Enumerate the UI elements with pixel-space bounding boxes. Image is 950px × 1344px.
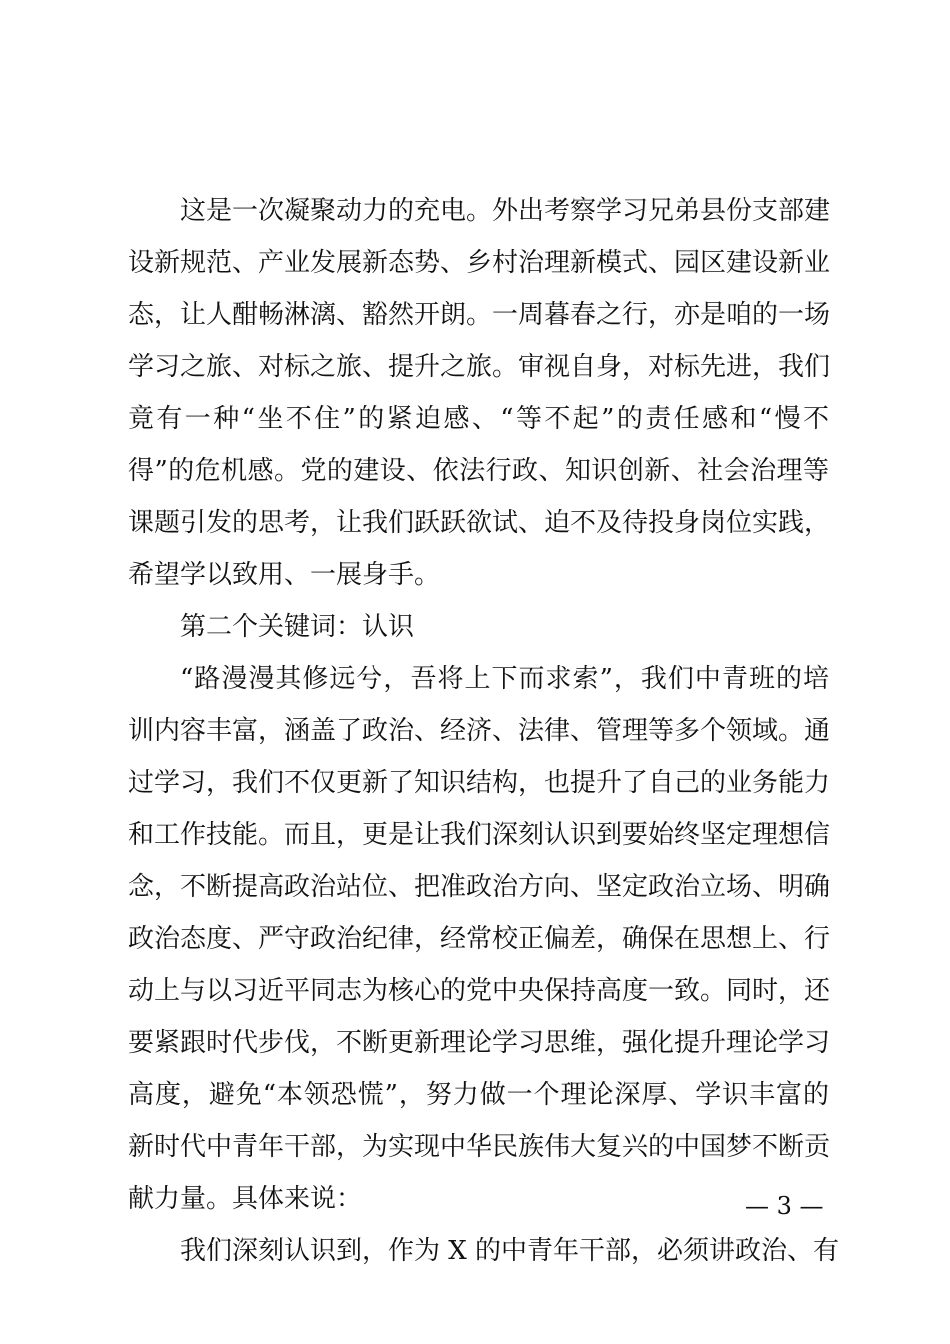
paragraph-1-line-4: 学习之旅、对标之旅、提升之旅。审视自身，对标先进，我们	[128, 352, 831, 382]
paragraph-2-line-9: 高度，避免“本领恐慌”，努力做一个理论深厚、学识丰富的	[128, 1080, 829, 1110]
paragraph-2-line-6: 政治态度、严守政治纪律，经常校正偏差，确保在思想上、行	[128, 924, 831, 954]
paragraph-2-line-7: 动上与以习近平同志为核心的党中央保持高度一致。同时，还	[128, 976, 831, 1006]
paragraph-2-line-10: 新时代中青年干部，为实现中华民族伟大复兴的中国梦不断贡	[128, 1132, 831, 1162]
paragraph-2-line-2: 训内容丰富，涵盖了政治、经济、法律、管理等多个领域。通	[128, 716, 831, 746]
paragraph-1-line-3: 态，让人酣畅淋漓、豁然开朗。一周暮春之行，亦是咱的一场	[128, 300, 831, 330]
paragraph-1-line-1: 这是一次凝聚动力的充电。外出考察学习兄弟县份支部建	[180, 196, 831, 226]
page-number: — 3 —	[745, 1192, 824, 1220]
paragraph-1-line-8: 希望学以致用、一展身手。	[128, 560, 441, 590]
paragraph-2-line-4: 和工作技能。而且，更是让我们深刻认识到要始终坚定理想信	[128, 820, 831, 850]
paragraph-1-line-5: 竟有一种“坐不住”的紧迫感、“等不起”的责任感和“慢不	[128, 404, 829, 434]
paragraph-1-line-7: 课题引发的思考，让我们跃跃欲试、迫不及待投身岗位实践，	[128, 508, 831, 538]
paragraph-2-line-5: 念，不断提高政治站位、把准政治方向、坚定政治立场、明确	[128, 872, 831, 902]
paragraph-2-line-8: 要紧跟时代步伐，不断更新理论学习思维，强化提升理论学习	[128, 1028, 831, 1058]
paragraph-1-line-6: 得”的危机感。党的建设、依法行政、知识创新、社会治理等	[128, 456, 829, 486]
body-text	[128, 185, 840, 1277]
paragraph-3-line-1: 我们深刻认识到，作为 X 的中青年干部，必须讲政治、有	[180, 1236, 840, 1266]
section-heading: 第二个关键词：认识	[180, 612, 415, 642]
paragraph-2-line-1: “路漫漫其修远兮，吾将上下而求索”，我们中青班的培	[180, 664, 829, 694]
paragraph-2-line-3: 过学习，我们不仅更新了知识结构，也提升了自己的业务能力	[128, 768, 831, 798]
paragraph-1-line-2: 设新规范、产业发展新态势、乡村治理新模式、园区建设新业	[128, 248, 831, 278]
paragraph-2-line-11: 献力量。具体来说：	[128, 1184, 363, 1214]
